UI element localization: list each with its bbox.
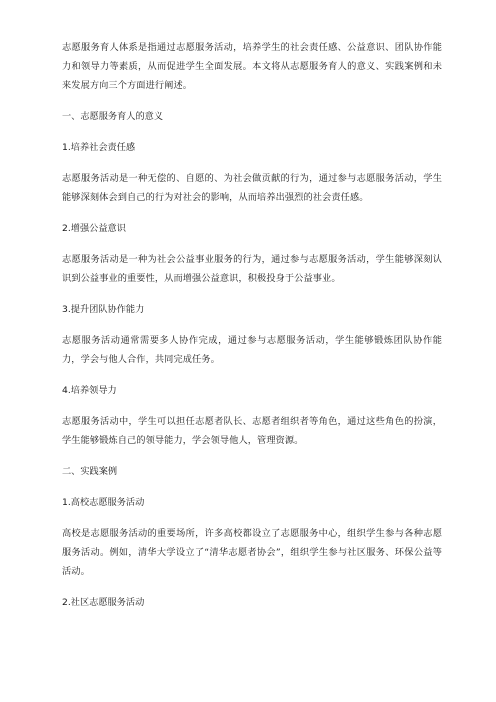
document-page: [62, 38, 442, 624]
subheading-teamwork: 3.提升团队协作能力: [62, 304, 145, 315]
section-2-title: 二、实践案例: [62, 466, 118, 477]
paragraph-university-volunteering: 高校是志愿服务活动的重要场所，许多高校都设立了志愿服务中心，组织学生参与各种志愿服务活动。例如，清华大学设立了“清华志愿者协会”，组织学生参与社区服务、环保公益等活动。: [62, 528, 442, 577]
section-1-title: 一、志愿服务育人的意义: [62, 111, 164, 122]
paragraph-public-welfare: 志愿服务活动是一种为社会公益事业服务的行为，通过参与志愿服务活动，学生能够深刻认识到公益事业的重要性，从而增强公益意识，积极投身于公益事业。: [62, 254, 442, 284]
subheading-social-responsibility: 1.培养社会责任感: [62, 142, 136, 153]
intro-paragraph: 志愿服务育人体系是指通过志愿服务活动，培养学生的社会责任感、公益意识、团队协作能力和领导力等素质，从而促进学生全面发展。本文将从志愿服务育人的意义、实践案例和未来发展方向三个方面进行阐述。: [62, 42, 442, 91]
paragraph-teamwork: 志愿服务活动通常需要多人协作完成，通过参与志愿服务活动，学生能够锻炼团队协作能力，学会与他人合作，共同完成任务。: [62, 335, 442, 365]
subheading-public-welfare: 2.增强公益意识: [62, 223, 126, 234]
subheading-university-volunteering: 1.高校志愿服务活动: [62, 497, 145, 508]
subheading-community-volunteering: 2.社区志愿服务活动: [62, 597, 145, 608]
paragraph-leadership: 志愿服务活动中，学生可以担任志愿者队长、志愿者组织者等角色，通过这些角色的扮演，学生能够锻炼自己的领导能力，学会领导他人，管理资源。: [62, 416, 442, 446]
paragraph-social-responsibility: 志愿服务活动是一种无偿的、自愿的、为社会做贡献的行为，通过参与志愿服务活动，学生能够深刻体会到自己的行为对社会的影响，从而培养出强烈的社会责任感。: [62, 173, 442, 203]
subheading-leadership: 4.培养领导力: [62, 385, 117, 396]
